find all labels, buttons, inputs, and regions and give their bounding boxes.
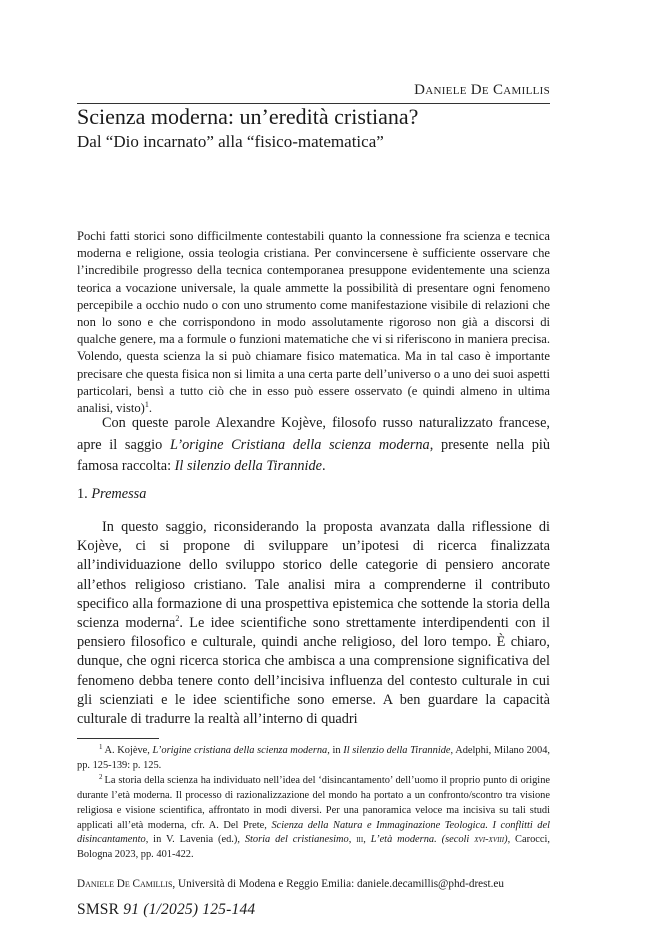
journal-name: SMSR bbox=[77, 901, 124, 918]
footnote-1-text: A. Kojève, bbox=[104, 745, 153, 756]
running-head: Daniele De Camillis bbox=[414, 82, 550, 98]
intro-text-b: , presente nella più famosa raccolta: bbox=[77, 436, 550, 475]
journal-volume: 91 (1/2025) 125-144 bbox=[123, 901, 256, 918]
footnote-2-text-c: , in V. Lavenia (ed.), bbox=[145, 834, 245, 846]
footnote-ref-2[interactable]: 2 bbox=[175, 614, 180, 624]
body-text-b: . Le idee scientifiche sono strettamente interdipendenti con il pensiero filosofico e culturale, quindi anche religioso, del loro tempo. È chiaro, dunque, che ogni ricerca storica che ambisca a una comprensione significativa del fenomeno debba tenere conto dell’incisiva influenza del contesto culturale in cui gli scienziati e le idee scientifiche sono emerse. A ben guardare la capacità culturale di tradurre la realtà all’interno di quadri bbox=[77, 615, 550, 728]
intro-work-title-b: Il silenzio della Tirannide bbox=[174, 458, 322, 475]
footnote-ref-1[interactable]: 1 bbox=[144, 399, 149, 409]
footnote-2-centuries: xvi-xviii bbox=[474, 834, 505, 846]
article-subtitle: Dal “Dio incarnato” alla “fisico-matematica” bbox=[77, 132, 384, 151]
footnote-2-sep-1: , bbox=[348, 834, 357, 846]
article-title: Scienza moderna: un’eredità cristiana? bbox=[77, 104, 419, 129]
footnote-rule bbox=[77, 738, 159, 739]
abstract-paragraph: Pochi fatti storici sono difficilmente contestabili quanto la connessione fra scienza e tecnica moderna e religione, ossia teologia cristiana. Per convincersene è sufficiente osservare che l’incredibile progresso della tecnica contemporanea presuppone evidentemente una scienza teorica a vocazione universale, la quale ammette la possibilità di presentare ogni fenomeno percepibile a occhio nudo o con uno strumento come manifestazione visibile di relazioni che non lo sono e che corrispondono in modo assolutamente rigoroso non già a discorsi di qualche genere, ma a formule o funzioni matematiche che vi si riferiscono in maniera precisa. Volendo, questa scienza la si può chiamare fisico matematica. Ma in tal caso è importante precisare che questa fisica non si limita a una certa parte dell’universo o a uno dei suoi aspetti particolari, bensì a tutto ciò che in esso può essere osservato (e quindi almeno in ultima analisi, visto)$^1$. bbox=[77, 229, 550, 416]
intro-paragraph bbox=[77, 413, 550, 478]
body-text-a: In questo saggio, riconsiderando la proposta avanzata dalla riflessione di Kojève, ci si propone di sviluppare un’ipotesi di ricerca finalizzata all’individuazione dello sviluppo storico delle categorie di pensiero ancorate all’ethos religioso cristiano. Tale analisi mira a comprenderne il contributo specifico alla formazione di una prospettiva epistemica che sottende la storia della scienza moderna bbox=[77, 519, 550, 632]
footnote-2-close: ) bbox=[504, 834, 508, 846]
footnote-1-text-c: , in bbox=[327, 745, 344, 756]
abstract-text: Pochi fatti storici sono difficilmente contestabili quanto la connessione fra scienza e tecnica moderna e religione, ossia teologia cristiana. Per convincersene è sufficiente osservare che l’incredibile progresso della tecnica contemporanea presuppone evidentemente una scienza teorica a vocazione universale, la quale ammette la possibilità di presentare ogni fenomeno percepibile a occhio nudo o con uno strumento come manifestazione visibile di relazioni che non lo sono e che corrispondono in modo assolutamente rigoroso non già a discorsi di qualche genere, ma a formule o funzioni matematiche che vi si riferiscono in maniera precisa. Volendo, questa scienza la si può chiamare fisico matematica. Ma in tal caso è importante precisare che questa fisica non si limita a una certa parte dell’universo o a uno dei suoi aspetti particolari, bensì a tutto ciò che in esso può essere osservato (e quindi almeno in ultima analisi, visto) bbox=[77, 229, 550, 416]
footnote-1-publication: , Adelphi, Milano 2004, pp. 125-139: p. 125. bbox=[77, 745, 550, 771]
footnote-2-mark: 2 bbox=[99, 772, 103, 781]
section-number: 1. bbox=[77, 486, 88, 502]
section-heading bbox=[77, 484, 550, 504]
section-title: Premessa bbox=[91, 486, 147, 502]
affiliation-text[interactable]: , Università di Modena e Reggio Emilia: daniele.decamillis@phd-drest.eu bbox=[172, 878, 504, 890]
footnote-1 bbox=[77, 744, 550, 773]
intro-text-c: . bbox=[322, 458, 326, 475]
footnote-1-collection: Il silenzio della Tirannide bbox=[343, 745, 451, 756]
body-paragraph bbox=[77, 518, 550, 729]
footnote-2-series: Storia del cristianesimo bbox=[244, 834, 349, 846]
footnote-1-mark: 1 bbox=[99, 742, 103, 751]
journal-reference bbox=[77, 900, 377, 920]
footnote-2-volume: iii bbox=[356, 834, 364, 846]
author-affiliation bbox=[77, 876, 577, 892]
affiliation-author: Daniele De Camillis bbox=[77, 878, 173, 890]
footnote-2-work: Scienza della Natura e Immaginazione Teologica. I conflitti del disincantamento bbox=[77, 819, 550, 846]
footnote-1-work: L’origine cristiana della scienza moderna bbox=[152, 745, 328, 756]
footnote-2-text: La storia della scienza ha individuato nell’idea del ‘disincantamento’ dell’uomo il proprio punto di origine durante l’età moderna. Il processo di razionalizzazione del mondo ha portato a un confronto/scontro tra visione religiosa e visione scientifica, affrontato in modi diversi. Per una panoramica veloce ma incisiva su tali studi applicati all’età moderna, cfr. A. Del Prete, bbox=[77, 775, 550, 831]
footnote-2-publication: , Carocci, Bologna 2023, pp. 401-422. bbox=[77, 834, 550, 860]
footnotes bbox=[77, 744, 550, 864]
intro-work-title-a: L’origine Cristiana della scienza moderna bbox=[169, 436, 430, 453]
intro-text-a: Con queste parole Alexandre Kojève, filosofo russo naturalizzato francese, apre il saggio bbox=[77, 415, 550, 453]
footnote-2-sep-2: , bbox=[363, 834, 371, 846]
footnote-2 bbox=[77, 774, 550, 862]
footnote-2-volume-title: L’età moderna. (secoli bbox=[370, 834, 475, 846]
